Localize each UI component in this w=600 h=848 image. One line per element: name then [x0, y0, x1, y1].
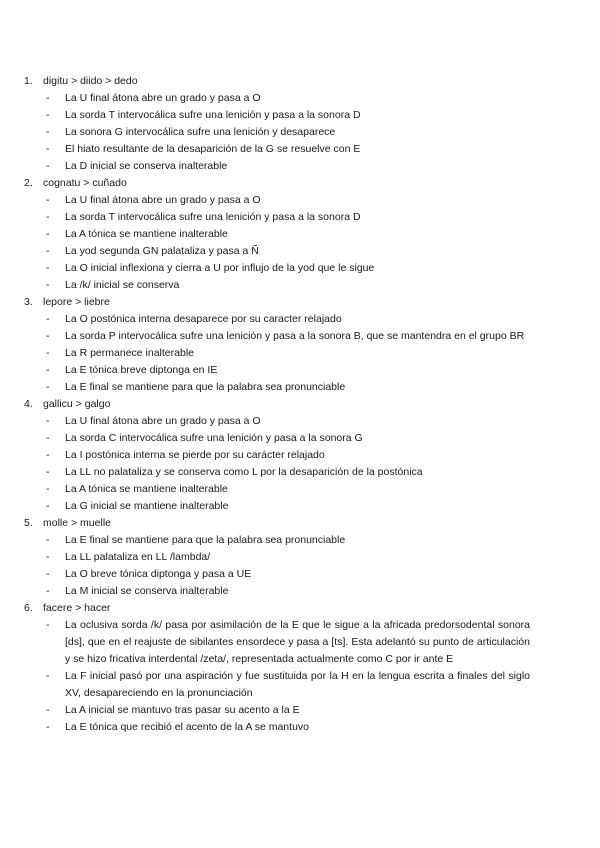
- dash-marker: -: [46, 347, 50, 359]
- item-heading: [24, 600, 530, 617]
- bullet-text: La E tónica breve diptonga en IE: [65, 364, 218, 376]
- dash-marker: -: [46, 585, 50, 597]
- item-heading: [24, 396, 530, 413]
- bullet-text: La sorda C intervocálica sufre una lenición y pasa a la sonora G: [65, 432, 363, 444]
- dash-marker: -: [46, 466, 50, 478]
- list-item-6: [24, 600, 530, 736]
- bullet-item: [24, 90, 530, 107]
- bullet-item: [24, 158, 530, 175]
- bullet-item: [24, 413, 530, 430]
- item-title: gallicu > galgo: [43, 398, 111, 410]
- dash-marker: -: [46, 279, 50, 291]
- bullet-text: La A tónica se mantiene inalterable: [65, 483, 228, 495]
- bullet-item: [24, 379, 530, 396]
- bullet-text: La sorda T intervocálica sufre una lenición y pasa a la sonora D: [65, 109, 361, 121]
- bullet-text: La sonora G intervocálica sufre una lenición y desaparece: [65, 126, 336, 138]
- item-heading: [24, 175, 530, 192]
- bullet-item: [24, 668, 530, 702]
- bullet-item: [24, 549, 530, 566]
- bullet-text: La E final se mantiene para que la palabra sea pronunciable: [65, 534, 346, 546]
- bullet-text: La A tónica se mantiene inalterable: [65, 228, 228, 240]
- bullet-item: [24, 498, 530, 515]
- bullet-item: [24, 464, 530, 481]
- dash-marker: -: [46, 551, 50, 563]
- bullet-item: [24, 345, 530, 362]
- dash-marker: -: [46, 704, 50, 716]
- bullet-item: [24, 430, 530, 447]
- bullet-text: La M inicial se conserva inalterable: [65, 585, 229, 597]
- list-item-3: [24, 294, 530, 396]
- dash-marker: -: [46, 415, 50, 427]
- bullet-item: [24, 311, 530, 328]
- bullet-text: La A inicial se mantuvo tras pasar su acento a la E: [65, 704, 300, 716]
- bullet-text: La sorda T intervocálica sufre una lenición y pasa a la sonora D: [65, 211, 361, 223]
- bullet-text: La E tónica que recibió el acento de la A se mantuvo: [65, 721, 309, 733]
- dash-marker: -: [46, 126, 50, 138]
- bullet-text: La /k/ inicial se conserva: [65, 279, 180, 291]
- bullet-text: La sorda P intervocálica sufre una lenición y pasa a la sonora B, que se mantendra en el grupo BR: [65, 330, 525, 342]
- bullet-text: La R permanece inalterable: [65, 347, 194, 359]
- bullet-text: La I postónica interna se pierde por su carácter relajado: [65, 449, 325, 461]
- dash-marker: -: [46, 262, 50, 274]
- item-title: cognatu > cuñado: [43, 177, 127, 189]
- bullet-item: [24, 192, 530, 209]
- bullet-item: [24, 481, 530, 498]
- dash-marker: -: [46, 330, 50, 342]
- bullet-text: La LL no palataliza y se conserva como L por la desaparición de la postónica: [65, 466, 423, 478]
- bullet-text: La oclusiva sorda /k/ pasa por asimilación de la E que le sigue a la africada predorsodental sonora [ds], que en el reajuste de sibilantes ensordece y pasa a [ts]. Esta adelantó su punto de articulación y se hizo fricativa interdental /zeta/, representada actualmente como C por ir ante E: [65, 619, 530, 665]
- bullet-text: La U final átona abre un grado y pasa a O: [65, 415, 261, 427]
- bullet-item: [24, 260, 530, 277]
- bullet-text: La G inicial se mantiene inalterable: [65, 500, 229, 512]
- bullet-item: [24, 532, 530, 549]
- dash-marker: -: [46, 364, 50, 376]
- item-number: 3.: [24, 296, 33, 308]
- bullet-item: [24, 243, 530, 260]
- dash-marker: -: [46, 483, 50, 495]
- bullet-item: [24, 328, 530, 345]
- bullet-text: La O postónica interna desaparece por su caracter relajado: [65, 313, 342, 325]
- dash-marker: -: [46, 194, 50, 206]
- bullet-text: La F inicial pasó por una aspiración y fue sustituida por la H en la lengua escrita a finales del siglo XV, desapareciendo en la pronunciación: [65, 670, 530, 699]
- dash-marker: -: [46, 619, 50, 631]
- dash-marker: -: [46, 109, 50, 121]
- dash-marker: -: [46, 449, 50, 461]
- bullet-item: [24, 566, 530, 583]
- bullet-item: [24, 702, 530, 719]
- bullet-item: [24, 447, 530, 464]
- bullet-item: [24, 277, 530, 294]
- bullet-item: [24, 226, 530, 243]
- item-number: 1.: [24, 75, 33, 87]
- item-number: 5.: [24, 517, 33, 529]
- bullet-item: [24, 209, 530, 226]
- dash-marker: -: [46, 313, 50, 325]
- item-heading: [24, 73, 530, 90]
- list-item-5: [24, 515, 530, 600]
- list-item-1: [24, 73, 530, 175]
- dash-marker: -: [46, 500, 50, 512]
- dash-marker: -: [46, 670, 50, 682]
- item-title: digitu > diido > dedo: [43, 75, 138, 87]
- dash-marker: -: [46, 160, 50, 172]
- bullet-item: [24, 107, 530, 124]
- bullet-item: [24, 141, 530, 158]
- dash-marker: -: [46, 92, 50, 104]
- item-heading: [24, 294, 530, 311]
- bullet-text: La yod segunda GN palataliza y pasa a Ñ: [65, 245, 259, 257]
- item-title: molle > muelle: [43, 517, 111, 529]
- dash-marker: -: [46, 245, 50, 257]
- list-item-2: [24, 175, 530, 294]
- list-item-4: [24, 396, 530, 515]
- item-title: lepore > liebre: [43, 296, 110, 308]
- bullet-item: [24, 617, 530, 668]
- numbered-list: [24, 73, 530, 736]
- bullet-text: La U final átona abre un grado y pasa a O: [65, 92, 261, 104]
- dash-marker: -: [46, 432, 50, 444]
- bullet-item: [24, 362, 530, 379]
- bullet-text: La E final se mantiene para que la palabra sea pronunciable: [65, 381, 346, 393]
- dash-marker: -: [46, 534, 50, 546]
- bullet-text: La LL palataliza en LL /lambda/: [65, 551, 211, 563]
- dash-marker: -: [46, 568, 50, 580]
- bullet-text: La O inicial inflexiona y cierra a U por influjo de la yod que le sigue: [65, 262, 375, 274]
- item-number: 2.: [24, 177, 33, 189]
- dash-marker: -: [46, 143, 50, 155]
- item-number: 4.: [24, 398, 33, 410]
- item-number: 6.: [24, 602, 33, 614]
- bullet-item: [24, 719, 530, 736]
- bullet-text: La U final átona abre un grado y pasa a O: [65, 194, 261, 206]
- dash-marker: -: [46, 381, 50, 393]
- bullet-text: La D inicial se conserva inalterable: [65, 160, 228, 172]
- bullet-item: [24, 124, 530, 141]
- bullet-text: La O breve tónica diptonga y pasa a UE: [65, 568, 252, 580]
- dash-marker: -: [46, 211, 50, 223]
- item-heading: [24, 515, 530, 532]
- dash-marker: -: [46, 228, 50, 240]
- item-title: facere > hacer: [43, 602, 111, 614]
- dash-marker: -: [46, 721, 50, 733]
- bullet-item: [24, 583, 530, 600]
- bullet-text: El hiato resultante de la desaparición de la G se resuelve con E: [65, 143, 361, 155]
